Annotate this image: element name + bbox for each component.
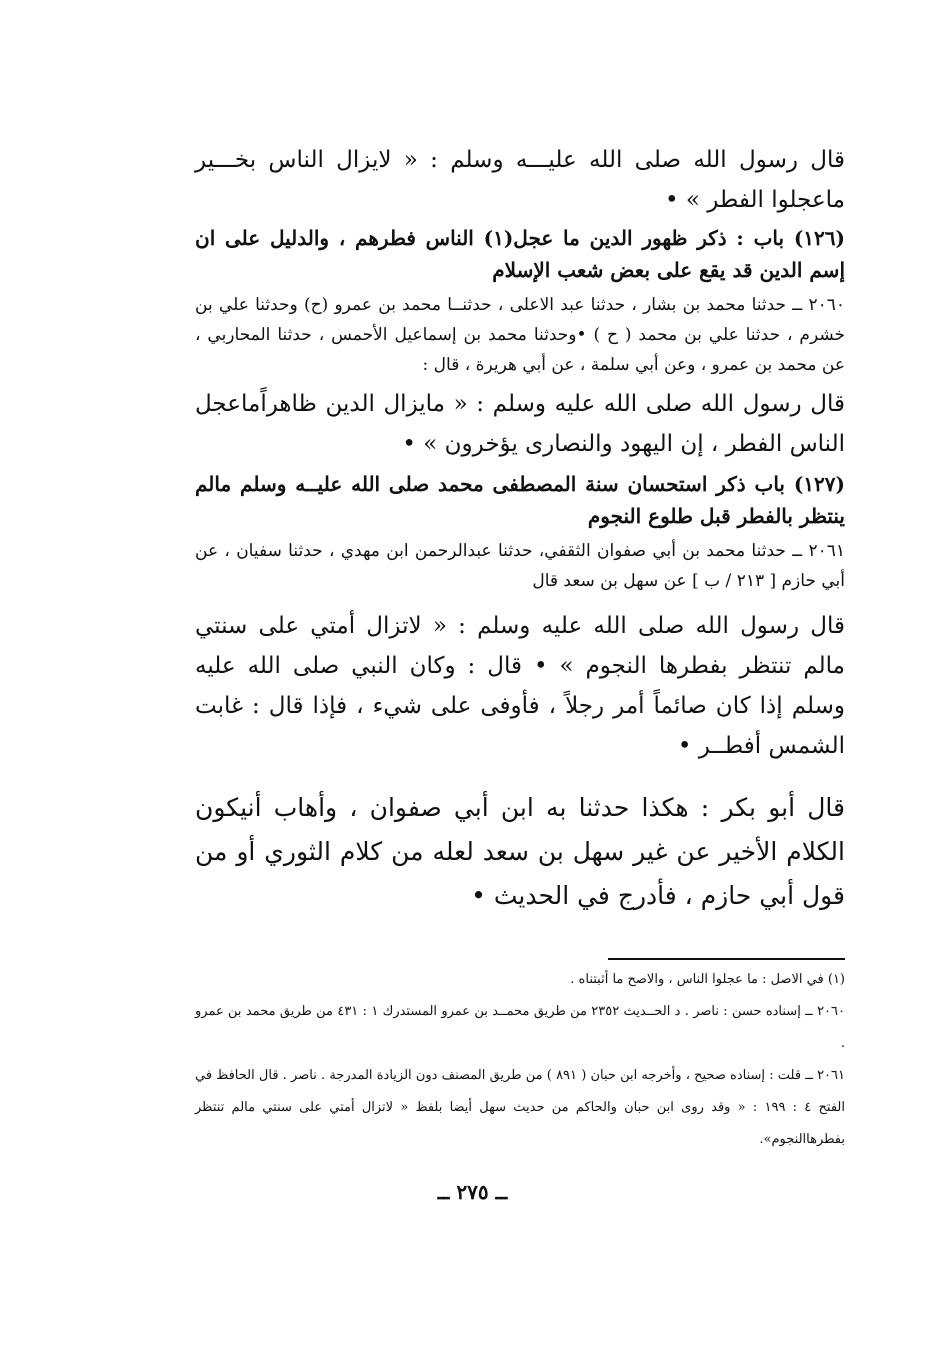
hadith-text: قال رسول الله صلى الله عليه وسلم : « لاتزال أمتي على سنتي مالم تنتظر بفطرها النجوم » • قال : وكان النبي صلى الله عليه وسلم إذا كان صائماً أمر رجلاً ، فأوفى على شيء ، فإذا قال : غابت الشمس أفطــر • [195,613,845,759]
commentary-text: قال أبو بكر : هكذا حدثنا به ابن أبي صفوان ، وأهاب أنيكون الكلام الأخير عن غير سهل بن سعد لعله من كلام الثوري أو من قول أبي حازم ، فأدرج في الحديث • [195,793,845,910]
page-number: ــ ٢٧٥ ــ [437,1180,508,1204]
footnote-divider [608,958,845,960]
footnotes [195,964,845,1156]
isnad-text: ٢٠٦١ ــ حدثنا محمد بن أبي صفوان الثقفي، حدثنا عبدالرحمن ابن مهدي ، حدثنا سفيان ، عن أبي حازم [ ٢١٣ / ب ] عن سهل بن سعد قال [195,541,845,591]
footnote: ٢٠٦٠ ــ إسناده حسن : ناصر . د الحــديث ٢٣٥٢ من طريق محمــد بن عمرو المستدرك ١ : ٤٣١ من طريق محمد بن عمرو . [195,1004,845,1051]
chapter-heading: (١٢٦) باب : ذكر ظهور الدين ما عجل(١) الناس فطرهم ، والدليل على ان إسم الدين قد يقع على بعض شعب الإسلام [195,226,845,282]
hadith-text: قال رسول الله صلى الله عليـــه وسلم : « لايزال الناس بخـــير ماعجلوا الفطر » • [195,147,845,213]
hadith-text: قال رسول الله صلى الله عليه وسلم : « مايزال الدين ظاهراًماعجل الناس الفطر ، إن اليهود والنصارى يؤخرون » • [195,391,845,457]
chapter-heading: (١٢٧) باب ذكر استحسان سنة المصطفى محمد صلى الله عليــه وسلم مالم ينتظر بالفطر قبل طلوع النجوم [195,472,845,528]
page-body [195,140,845,918]
isnad-text: ٢٠٦٠ ــ حدثنا محمد بن بشار ، حدثنا عبد الاعلى ، حدثنــا محمد بن عمرو (ح) وحدثنا علي بن خشرم ، حدثنا علي بن محمد ( ح ) •وحدثنا محمد بن إسماعيل الأحمس ، حدثنا المحاربي ، عن محمد بن عمرو ، وعن أبي سلمة ، عن أبي هريرة ، قال : [195,295,845,375]
footnote: (١) في الاصل : ما عجلوا الناس ، والاصح ما أثبتناه . [570,972,845,987]
footnote: ٢٠٦١ ــ قلت : إسناده صحيح ، وأخرجه ابن حبان ( ٨٩١ ) من طريق المصنف دون الزيادة المدرجة . ناصر . قال الحافظ في الفتح ٤ : ١٩٩ : « وقد روى ابن حبان والحاكم من حديث سهل أيضا بلفظ « لاتزال أمتي على سنتي مالم تنتظر بفطرهاالنجوم». [195,1068,846,1147]
